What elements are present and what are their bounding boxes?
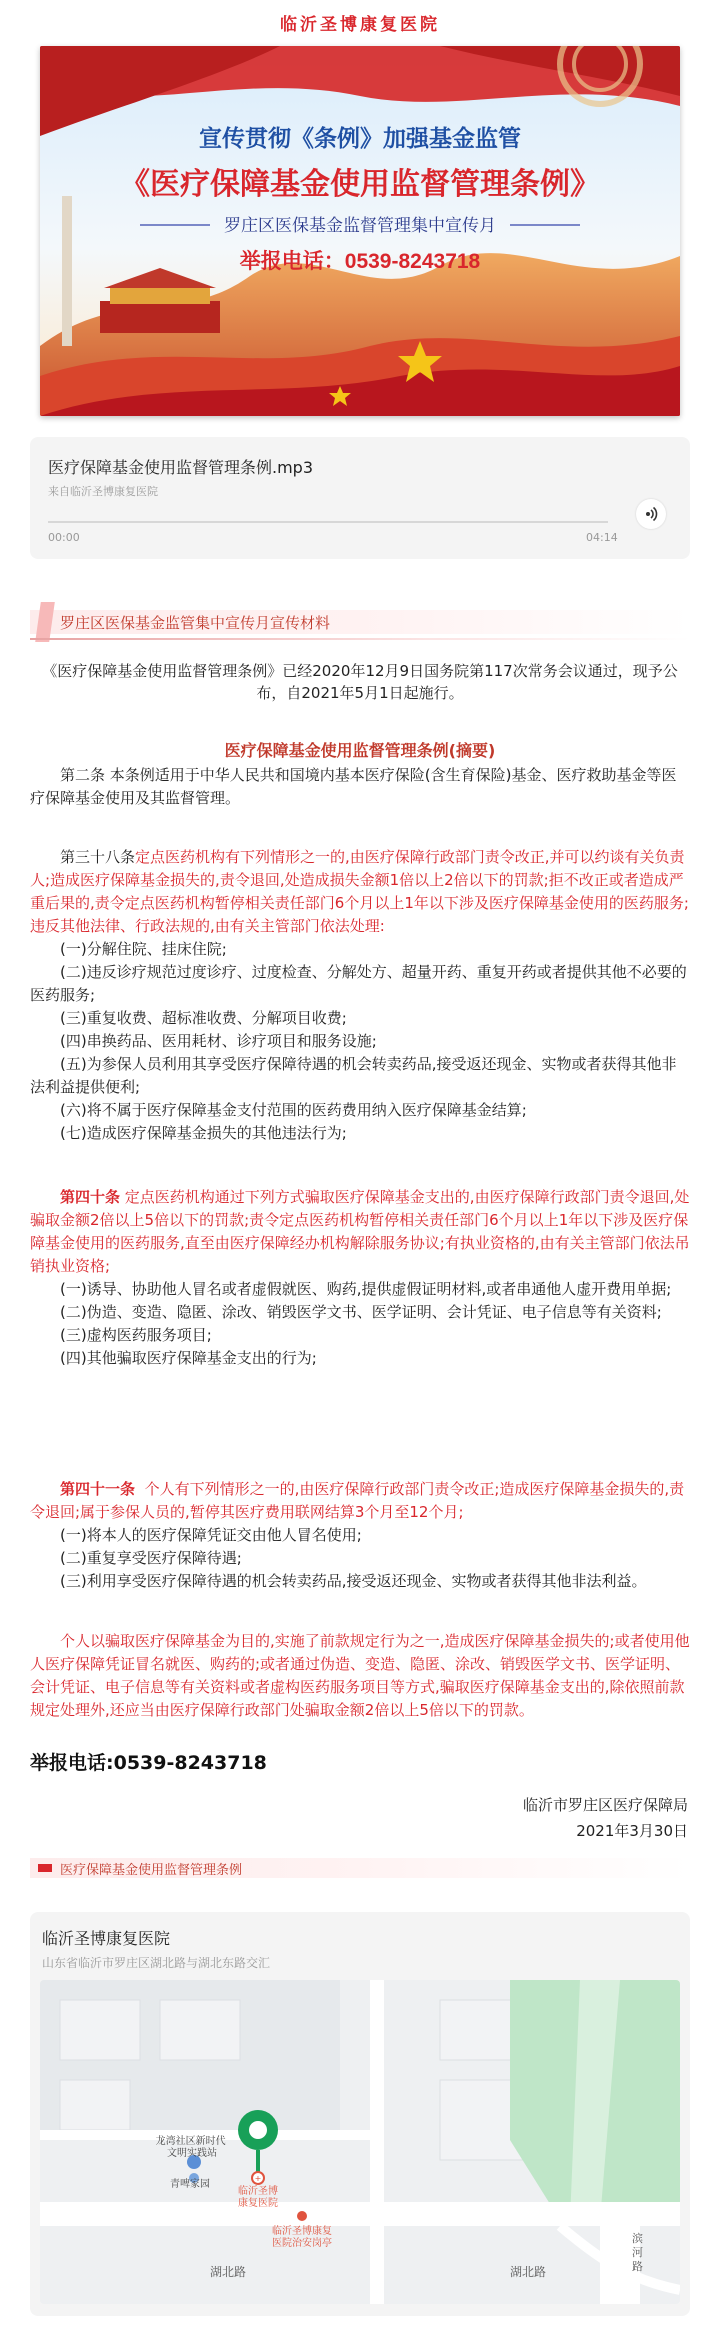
map-road-label-3: 滨 — [632, 2233, 643, 2245]
article-40-text: 定点医药机构通过下列方式骗取医疗保障基金支出的,由医疗保障行政部门责令退回,处骗取金额2倍以上5倍以下的罚款;责令定点医药机构暂停相关责任部门6个月以上1年以下涉及医疗保障基金使用的医药服务,直至由医疗保障经办机构解除服务协议;有执业资格的,由有关主管部门依法吊销执业资格; — [30, 1188, 690, 1275]
section-header-campaign — [30, 600, 690, 642]
hotline: 举报电话:0539-8243718 — [30, 1752, 267, 1774]
closing-paragraph: 个人以骗取医疗保障基金为目的,实施了前款规定行为之一,造成医疗保障基金损失的;或者使用他人医疗保障凭证冒名就医、购药的;或者通过伪造、变造、隐匿、涂改、销毁医学文书、医学证明、会计凭证、电子信息等有关资料或者虚构医药服务项目等方式,骗取医疗保障基金支出的,除依照前款规定处理外,还应当由医疗保障行政部门处骗取金额2倍以上5倍以下的罚款。 — [30, 1632, 690, 1719]
svg-text:临沂圣博康复 医院治安岗亭 — [272, 2224, 335, 2249]
article-41-text: 个人有下列情形之一的,由医疗保障行政部门责令改正;造成医疗保障基金损失的,责令退回;属于参保人员的,暂停其医疗费用联网结算3个月至12个月; — [30, 1480, 685, 1521]
article-41-lead: 第四十一条 — [60, 1480, 136, 1498]
speaker-icon[interactable] — [636, 499, 666, 529]
summary-title: 医疗保障基金使用监督管理条例(摘要) — [224, 741, 496, 760]
banner-line4: 举报电话：0539-8243718 — [239, 250, 481, 273]
intro-paragraph: 《医疗保障基金使用监督管理条例》已经2020年12月9日国务院第117次常务会议通过，现予公布，自2021年5月1日起施行。 — [42, 662, 678, 702]
map-address: 山东省临沂市罗庄区湖北路与湖北东路交汇 — [42, 1956, 271, 1970]
section-title: 医疗保障基金使用监督管理条例 — [60, 1863, 243, 1878]
article-38-item: (七)造成医疗保障基金损失的其他违法行为; — [60, 1124, 347, 1142]
article-41-item: (一)将本人的医疗保障凭证交由他人冒名使用; — [60, 1526, 362, 1544]
article-41-item: (三)利用享受医疗保障待遇的机会转卖药品,接受返还现金、实物或者获得其他非法利益。 — [60, 1572, 647, 1590]
article-41 — [30, 1478, 690, 1593]
article-38-item: (五)为参保人员利用其享受医疗保障待遇的机会转卖药品,接受返还现金、实物或者获得其他非法利益提供便利; — [30, 1055, 677, 1096]
article-38-item: (二)违反诊疗规范过度诊疗、过度检查、分解处方、超量开药、重复开药或者提供其他不必要的医药服务; — [30, 963, 687, 1004]
map-label-security-2: 医院治安岗亭 — [272, 2238, 332, 2249]
article-41-item: (二)重复享受医疗保障待遇; — [60, 1549, 242, 1567]
svg-text:临沂圣博 康复医院 — [238, 2184, 281, 2209]
article-38-item: (四)串换药品、医用耗材、诊疗项目和服务设施; — [60, 1032, 377, 1050]
flag-decoration — [35, 602, 55, 642]
map-card[interactable] — [30, 1912, 690, 2316]
map-place-name: 临沂圣博康复医院 — [42, 1929, 171, 1948]
map-label-community-2: 文明实践站 — [167, 2148, 217, 2159]
article-38 — [30, 846, 690, 1145]
article-38-item: (三)重复收费、超标准收费、分解项目收费; — [60, 1009, 347, 1027]
map-label-community: 龙湾社区新时代 — [155, 2136, 226, 2147]
map-label-hospital: 临沂圣博 — [238, 2186, 278, 2197]
map-road-label-1: 湖北路 — [210, 2265, 247, 2279]
map-road-label-2: 湖北路 — [510, 2265, 547, 2279]
article-40-item: (三)虚构医药服务项目; — [60, 1326, 212, 1344]
audio-source: 来自临沂圣博康复医院 — [48, 485, 158, 498]
promo-banner — [40, 46, 680, 416]
flag-decoration — [38, 1864, 52, 1872]
article-38-lead: 第三十八条 — [60, 848, 136, 866]
article-2: 第二条 本条例适用于中华人民共和国境内基本医疗保险(含生育保险)基金、医疗救助基金等医疗保障基金使用及其监督管理。 — [30, 766, 677, 807]
article-40-lead: 第四十条 — [60, 1188, 121, 1206]
audio-time-end: 04:14 — [586, 531, 618, 544]
article-38-item: (六)将不属于医疗保障基金支付范围的医药费用纳入医疗保障基金结算; — [60, 1101, 527, 1119]
section-header-regulation — [30, 1856, 690, 1880]
map-label-security: 临沂圣博康复 — [272, 2226, 332, 2237]
banner-line2: 《医疗保障基金使用监督管理条例》 — [120, 168, 600, 201]
map-label-hospital-2: 康复医院 — [238, 2198, 278, 2209]
article-40-item: (四)其他骗取医疗保障基金支出的行为; — [60, 1349, 317, 1367]
audio-file-name: 医疗保障基金使用监督管理条例.mp3 — [48, 458, 314, 477]
article-38-text: 定点医药机构有下列情形之一的,由医疗保障行政部门责令改正,并可以约谈有关负责人;造成医疗保障基金损失的,责令退回,处造成损失金额1倍以上2倍以下的罚款;拒不改正或者造成严重后果的,责令定点医药机构暂停相关责任部门6个月以上1年以下涉及医疗保障基金使用的医药服务;违反其他法律、行政法规的,由有关主管部门依法处理: — [30, 848, 689, 935]
section-title: 罗庄区医保基金监管集中宣传月宣传材料 — [60, 614, 331, 632]
audio-player[interactable] — [30, 437, 690, 559]
banner-line3: 罗庄区医保基金监督管理集中宣传月 — [224, 216, 496, 235]
audio-time-start: 00:00 — [48, 531, 80, 544]
svg-text:+: + — [254, 2174, 262, 2183]
article-40-item: (一)诱导、协助他人冒名或者虚假就医、购药,提供虚假证明材料,或者串通他人虚开费用单据; — [60, 1280, 672, 1298]
article-38-item: (一)分解住院、挂床住院; — [60, 940, 227, 958]
signature-org: 临沂市罗庄区医疗保障局 — [522, 1796, 688, 1814]
map-label-home: 青啤家园 — [170, 2179, 210, 2190]
audio-progress-bar[interactable] — [48, 521, 608, 523]
banner-line1: 宣传贯彻《条例》加强基金监管 — [199, 125, 521, 151]
map-view[interactable] — [40, 1980, 680, 2304]
article-40 — [30, 1186, 690, 1370]
svg-text:滨 河 路: 滨 河 路 — [632, 2233, 643, 2273]
article-40-item: (二)伪造、变造、隐匿、涂改、销毁医学文书、医学证明、会计凭证、电子信息等有关资料; — [60, 1303, 662, 1321]
signature-date: 2021年3月30日 — [576, 1822, 688, 1840]
hospital-title: 临沂圣博康复医院 — [280, 15, 440, 35]
